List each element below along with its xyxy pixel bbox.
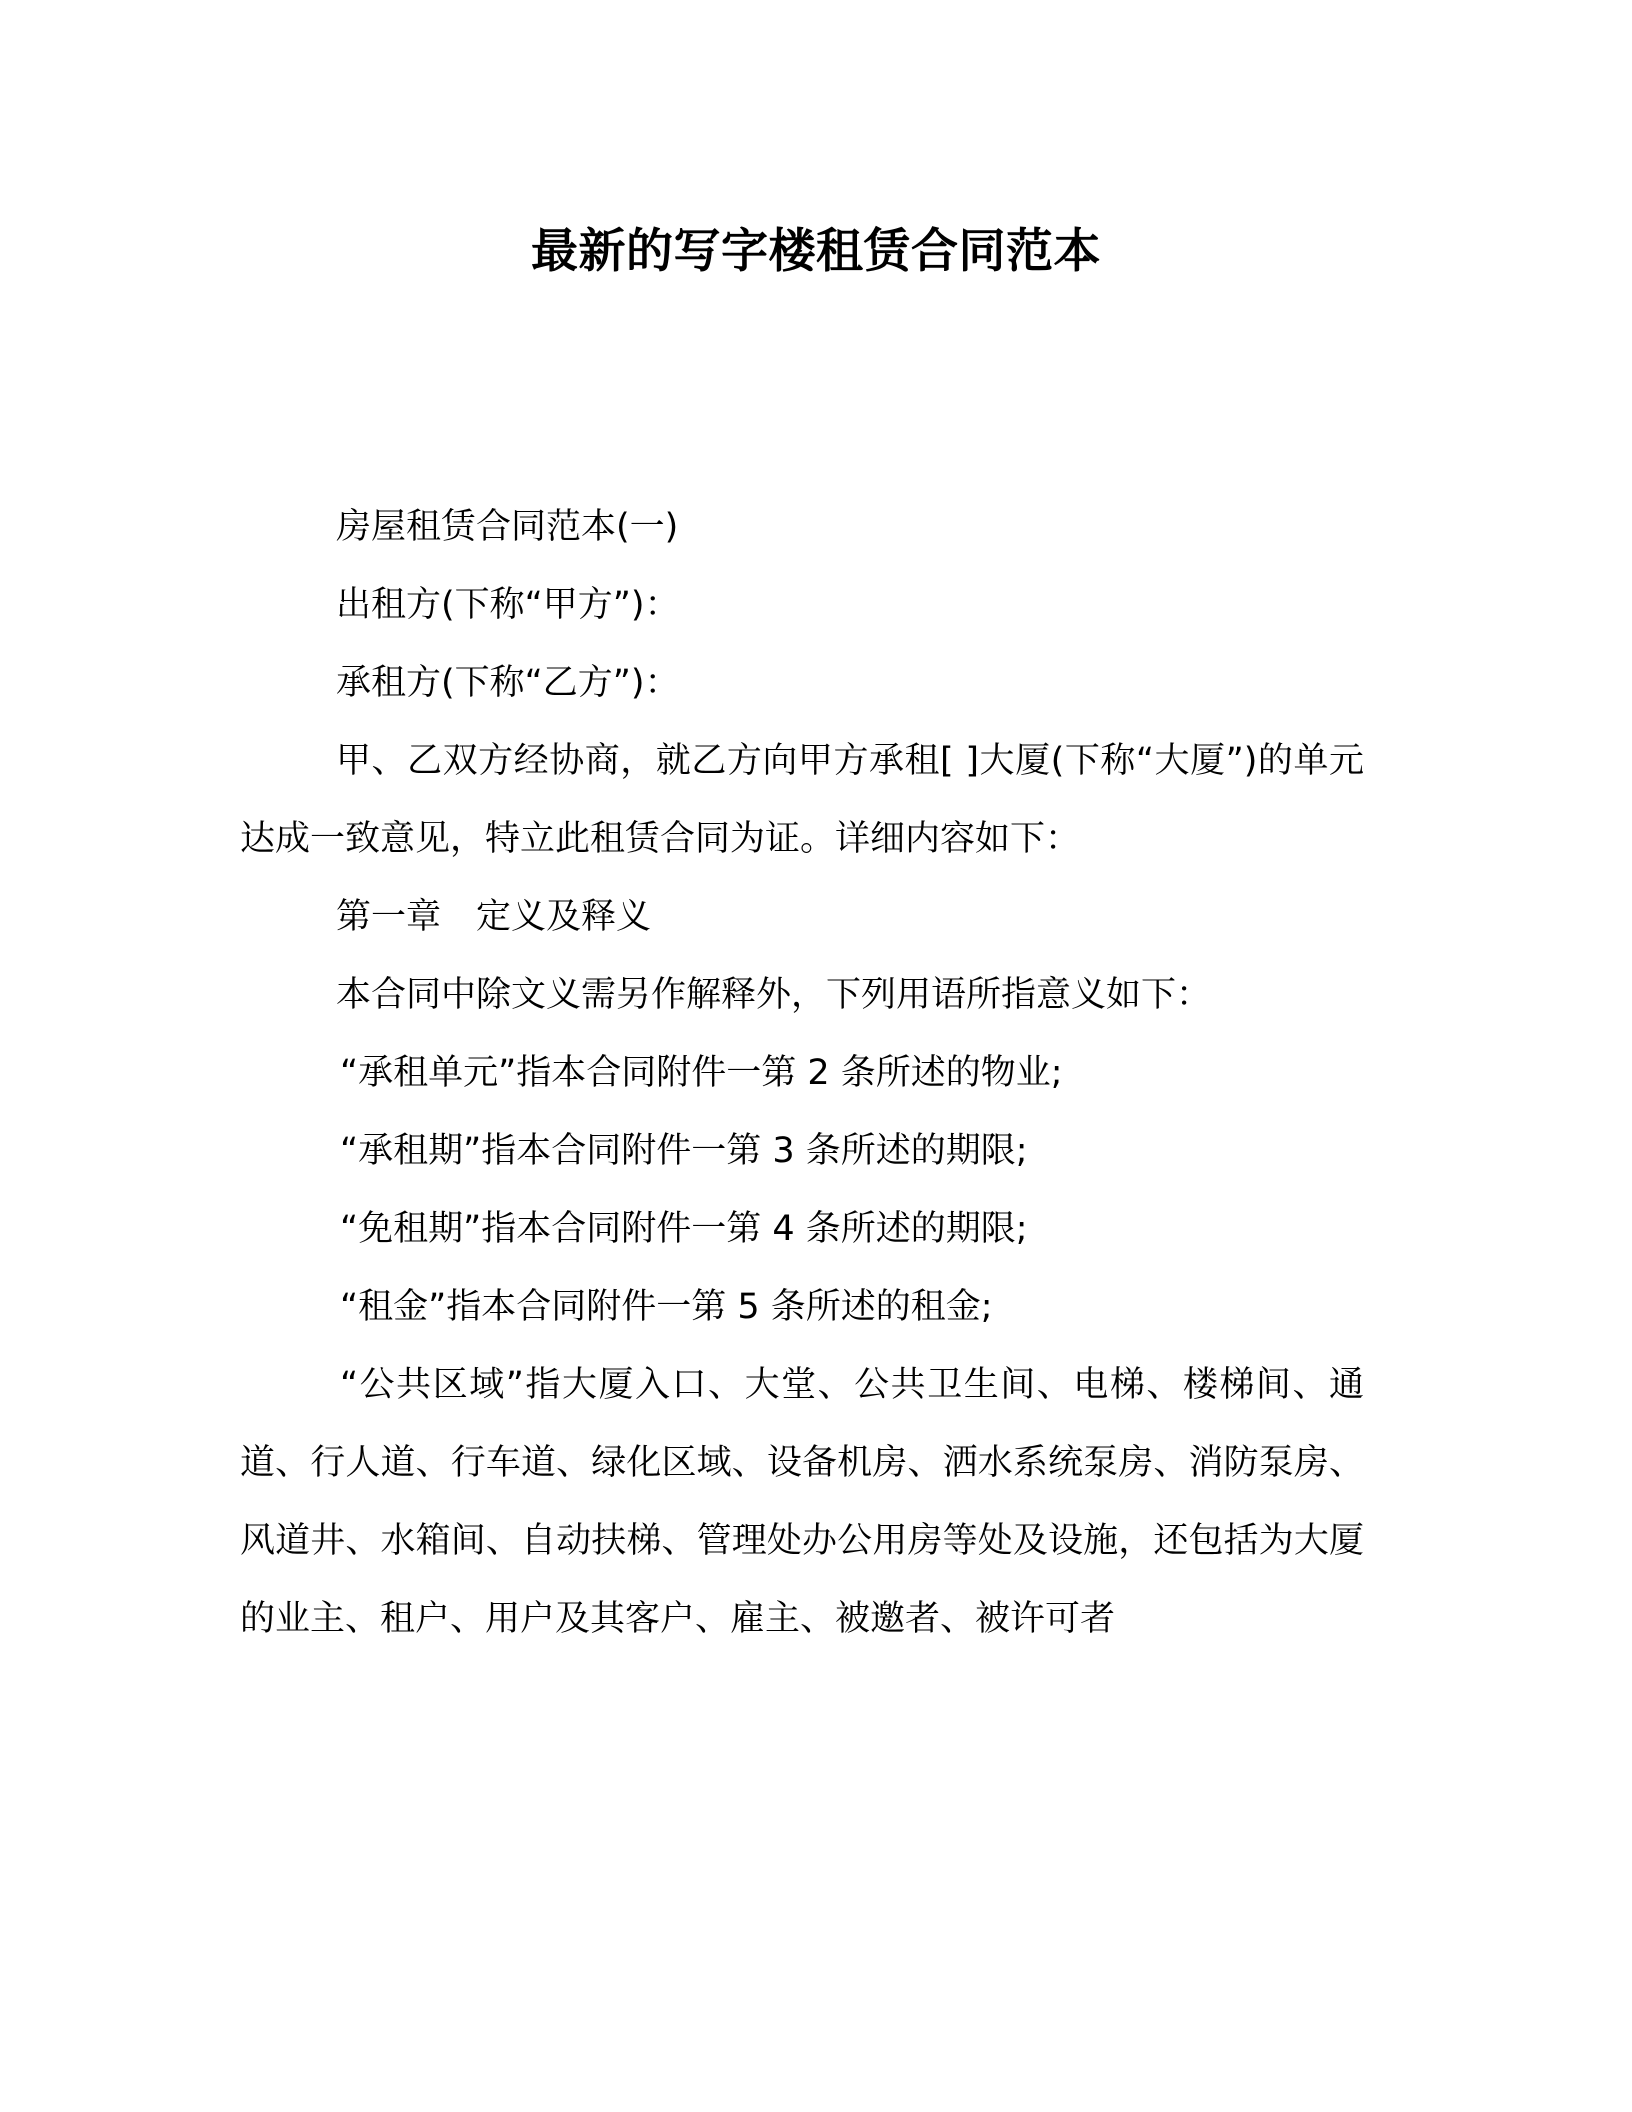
paragraph-contract-heading: 房屋租赁合同范本(一) bbox=[336, 507, 679, 547]
paragraph-definitions-intro: 本合同中除文义需另作解释外，下列用语所指意义如下： bbox=[336, 975, 1212, 1015]
paragraph-definition-public-area: “公共区域”指大厦入口、大堂、公共卫生间、电梯、楼梯间、通道、行人道、行车道、绿化区域、设备机房、洒水系统泵房、消防泵房、风道井、水箱间、自动扶梯、管理处办公用房等处及设施，还包括为大厦的业主、租户、用户及其客户、雇主、被邀者、被许可者 bbox=[240, 1365, 1364, 1639]
paragraph-definition-rent: “租金”指本合同附件一第 5 条所述的租金; bbox=[340, 1287, 993, 1327]
paragraph-agreement: 甲、乙双方经协商，就乙方向甲方承租[ ]大厦(下称“大厦”)的单元达成一致意见，特立此租赁合同为证。详细内容如下： bbox=[240, 741, 1364, 859]
document-body bbox=[240, 488, 1364, 1658]
paragraph-lessee: 承租方(下称“乙方”)： bbox=[336, 663, 680, 703]
paragraph-lessor: 出租方(下称“甲方”)： bbox=[336, 585, 680, 625]
paragraph-definition-term: “承租期”指本合同附件一第 3 条所述的期限; bbox=[340, 1131, 1028, 1171]
paragraph-chapter-one: 第一章 定义及释义 bbox=[336, 897, 652, 937]
paragraph-definition-unit: “承租单元”指本合同附件一第 2 条所述的物业; bbox=[340, 1053, 1063, 1093]
document-title: 最新的写字楼租赁合同范本 bbox=[531, 224, 1101, 279]
paragraph-definition-rent-free: “免租期”指本合同附件一第 4 条所述的期限; bbox=[340, 1209, 1028, 1249]
